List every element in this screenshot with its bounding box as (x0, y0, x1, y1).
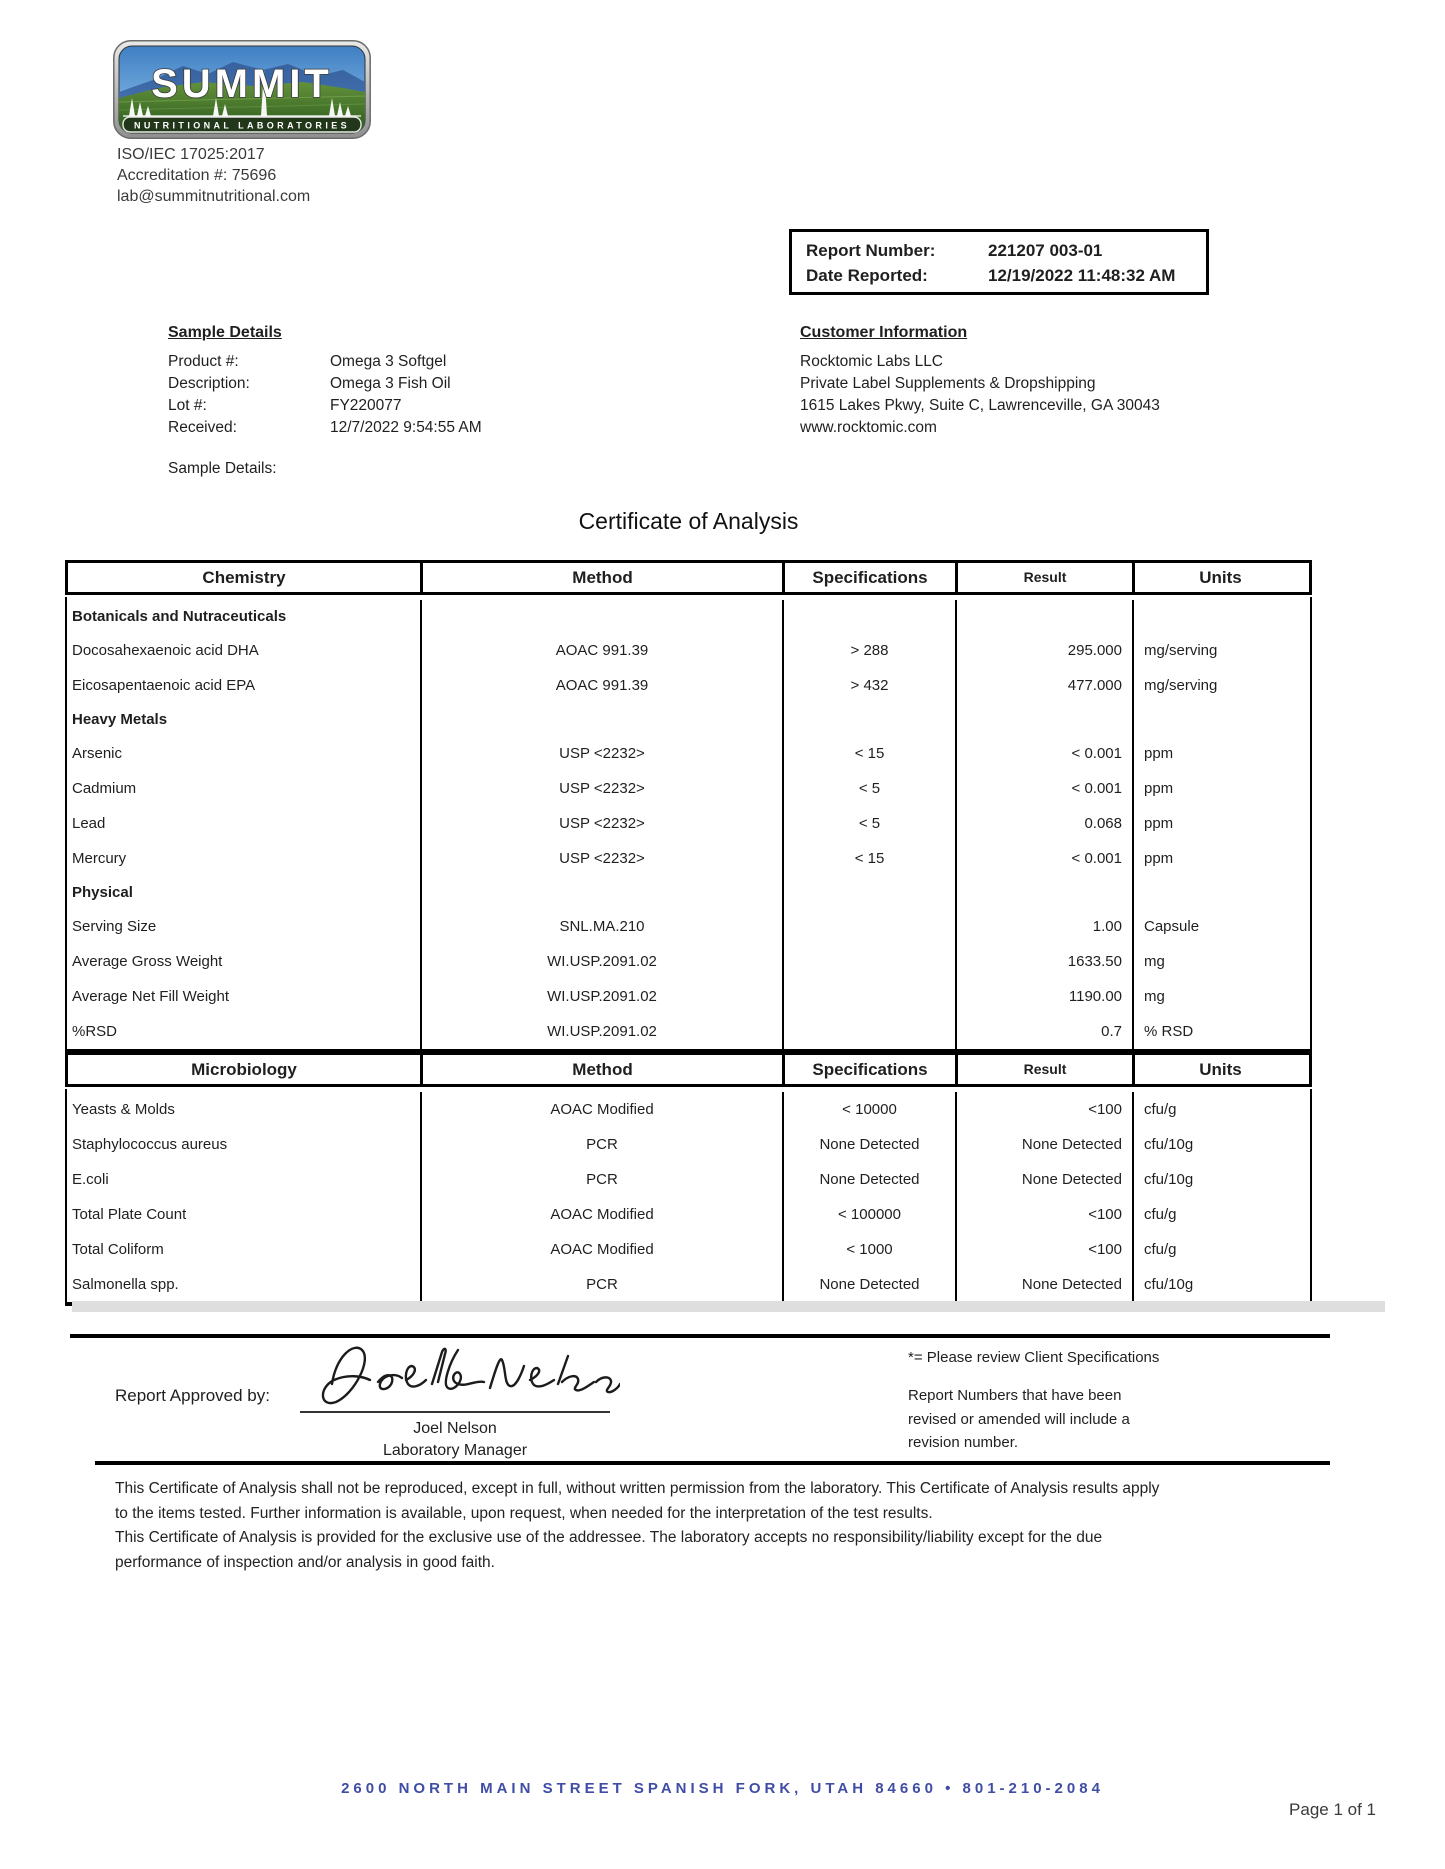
table-row (67, 1267, 1310, 1302)
customer-information-lines (800, 351, 1160, 439)
cell-spec: < 15 (782, 841, 955, 876)
cell-units: mg (1132, 979, 1306, 1014)
col-header-method: Method (423, 1055, 785, 1084)
cell-method: AOAC 991.39 (420, 633, 782, 668)
signer-name: Joel Nelson (413, 1420, 497, 1437)
cell-method (420, 703, 782, 736)
disclaimer-line: performance of inspection and/or analysis in good faith. (115, 1553, 495, 1571)
cell-result: 0.7 (955, 1014, 1132, 1049)
cell-result: < 0.001 (955, 771, 1132, 806)
cell-units: cfu/10g (1132, 1267, 1306, 1302)
chemistry-table-body (65, 597, 1312, 1053)
sample-details-extra-label: Sample Details: (168, 460, 277, 477)
cell-method: USP <2232> (420, 806, 782, 841)
cell-spec: None Detected (782, 1267, 955, 1302)
cell-result (955, 703, 1132, 736)
cell-name: Serving Size (72, 918, 157, 935)
cell-method: USP <2232> (420, 736, 782, 771)
cell-name: Total Coliform (72, 1241, 164, 1258)
cell-units: cfu/g (1132, 1092, 1306, 1127)
signature-underline (300, 1411, 610, 1413)
revision-note-line: revision number. (908, 1434, 1019, 1451)
disclaimer-line: to the items tested. Further information is available, upon request, when needed for the interpretation of the test results. (115, 1504, 933, 1522)
signer-title: Laboratory Manager (382, 1442, 528, 1459)
sample-details-heading: Sample Details (168, 324, 282, 341)
cell-name: Staphylococcus aureus (72, 1136, 228, 1153)
date-reported-row (806, 263, 1206, 288)
revision-note (908, 1384, 1130, 1455)
cell-result: None Detected (955, 1162, 1132, 1197)
table-row (67, 841, 1310, 876)
cell-result: None Detected (955, 1267, 1132, 1302)
date-reported-value: 12/19/2022 11:48:32 AM (988, 266, 1176, 285)
cell-spec (782, 979, 955, 1014)
table-row (67, 1232, 1310, 1267)
cell-method: AOAC Modified (420, 1092, 782, 1127)
col-header-units: Units (1199, 568, 1242, 587)
cell-units: % RSD (1132, 1014, 1306, 1049)
report-approved-by-label: Report Approved by: (115, 1386, 270, 1405)
cell-spec (782, 703, 955, 736)
chemistry-table-header (65, 560, 1312, 595)
logo-title-text: SUMMIT (151, 62, 333, 106)
report-number-label: Report Number: (806, 241, 936, 260)
col-header-specifications: Specifications (785, 563, 958, 592)
cell-name: Yeasts & Molds (72, 1101, 175, 1118)
cell-result: <100 (955, 1232, 1132, 1267)
col-header-microbiology: Microbiology (68, 1055, 423, 1084)
horizontal-rule-bottom (95, 1461, 1330, 1465)
cell-units: ppm (1132, 806, 1306, 841)
field-value: FY220077 (330, 397, 402, 414)
cell-name: Eicosapentaenoic acid EPA (72, 677, 256, 694)
revision-note-line: Report Numbers that have been (908, 1387, 1122, 1404)
sample-field-row (168, 417, 482, 439)
sample-field-row (168, 373, 482, 395)
page-title: Certificate of Analysis (578, 508, 799, 534)
cell-spec (782, 944, 955, 979)
cell-name: %RSD (72, 1023, 118, 1040)
field-label: Description: (168, 375, 250, 392)
cell-method: WI.USP.2091.02 (420, 944, 782, 979)
col-header-specifications: Specifications (785, 1055, 958, 1084)
cell-method: WI.USP.2091.02 (420, 979, 782, 1014)
table-row (67, 1014, 1310, 1049)
cell-spec: None Detected (782, 1162, 955, 1197)
cell-spec: > 432 (782, 668, 955, 703)
col-header-units: Units (1199, 1060, 1242, 1079)
field-label: Received: (168, 419, 237, 436)
table-row (67, 1162, 1310, 1197)
cell-method: PCR (420, 1162, 782, 1197)
cell-result: < 0.001 (955, 736, 1132, 771)
table-row (67, 909, 1310, 944)
cell-spec: < 15 (782, 736, 955, 771)
table-row (67, 1127, 1310, 1162)
cell-name: Cadmium (72, 780, 137, 797)
cell-spec (782, 600, 955, 633)
col-header-result: Result (958, 1055, 1135, 1084)
table-row (67, 944, 1310, 979)
cell-method: USP <2232> (420, 841, 782, 876)
microbiology-table-body (65, 1089, 1312, 1306)
cell-name: Physical (72, 884, 133, 901)
cell-method: AOAC Modified (420, 1232, 782, 1267)
iso-accreditation-line: ISO/IEC 17025:2017 (117, 146, 265, 163)
col-header-chemistry: Chemistry (68, 563, 423, 592)
customer-information-heading: Customer Information (800, 324, 968, 341)
cell-spec: < 10000 (782, 1092, 955, 1127)
cell-spec (782, 876, 955, 909)
logo-subtitle-text: NUTRITIONAL LABORATORIES (133, 120, 351, 131)
customer-address: 1615 Lakes Pkwy, Suite C, Lawrenceville, GA 30043 (800, 397, 1160, 414)
cell-name: Average Net Fill Weight (72, 988, 230, 1005)
cell-units: ppm (1132, 771, 1306, 806)
cell-units (1132, 703, 1306, 736)
disclaimer-paragraph (115, 1477, 1325, 1575)
field-value: 12/7/2022 9:54:55 AM (330, 419, 482, 436)
cell-units: cfu/g (1132, 1197, 1306, 1232)
cell-method (420, 600, 782, 633)
table-row (67, 806, 1310, 841)
field-value: Omega 3 Softgel (330, 353, 447, 370)
cell-units (1132, 876, 1306, 909)
cell-result (955, 600, 1132, 633)
cell-method: PCR (420, 1127, 782, 1162)
cell-method: USP <2232> (420, 771, 782, 806)
cell-units: mg/serving (1132, 668, 1306, 703)
cell-spec: < 5 (782, 806, 955, 841)
cell-method (420, 876, 782, 909)
cell-method: AOAC 991.39 (420, 668, 782, 703)
cell-spec (782, 909, 955, 944)
cell-result: 1190.00 (955, 979, 1132, 1014)
cell-result: <100 (955, 1092, 1132, 1127)
horizontal-rule-top (70, 1334, 1330, 1338)
cell-spec: < 5 (782, 771, 955, 806)
table-row (67, 979, 1310, 1014)
lab-email: lab@summitnutritional.com (117, 188, 311, 205)
table-row (67, 1092, 1310, 1127)
cell-method: WI.USP.2091.02 (420, 1014, 782, 1049)
cell-name: Salmonella spp. (72, 1276, 179, 1293)
cell-result: <100 (955, 1197, 1132, 1232)
revision-note-line: revised or amended will include a (908, 1410, 1130, 1428)
cell-name: E.coli (72, 1171, 109, 1188)
disclaimer-line: This Certificate of Analysis shall not be reproduced, except in full, without written permission from the laboratory. This Certificate of Analysis results apply (115, 1480, 1160, 1497)
col-header-result: Result (958, 563, 1135, 592)
cell-units (1132, 600, 1306, 633)
cell-result: < 0.001 (955, 841, 1132, 876)
sample-details-fields (168, 351, 482, 439)
cell-name: Average Gross Weight (72, 953, 223, 970)
cell-result: 1.00 (955, 909, 1132, 944)
cell-spec: < 1000 (782, 1232, 955, 1267)
table-row (67, 736, 1310, 771)
date-reported-label: Date Reported: (806, 266, 928, 285)
table-section-row (67, 600, 1310, 633)
sample-field-row (168, 351, 482, 373)
cell-result: None Detected (955, 1127, 1132, 1162)
col-header-method: Method (423, 563, 785, 592)
cell-units: mg/serving (1132, 633, 1306, 668)
table-row (67, 633, 1310, 668)
summit-lab-logo (113, 40, 371, 144)
table-section-row (67, 876, 1310, 909)
cell-method: AOAC Modified (420, 1197, 782, 1232)
accreditation-number: Accreditation #: 75696 (117, 167, 277, 184)
cell-name: Docosahexaenoic acid DHA (72, 642, 259, 659)
cell-name: Heavy Metals (72, 711, 168, 728)
lab-street-address: 2600 NORTH MAIN STREET SPANISH FORK, UTAH 84660 • 801-210-2084 (341, 1780, 1104, 1797)
customer-description: Private Label Supplements & Dropshipping (800, 375, 1096, 392)
cell-units: cfu/10g (1132, 1162, 1306, 1197)
cell-units: ppm (1132, 841, 1306, 876)
summit-logo-image (113, 40, 371, 139)
report-info-box (789, 229, 1209, 295)
microbiology-table-header (65, 1052, 1312, 1087)
table-row (67, 1197, 1310, 1232)
cell-units: ppm (1132, 736, 1306, 771)
cell-spec: < 100000 (782, 1197, 955, 1232)
report-number-value: 221207 003-01 (988, 241, 1103, 260)
cell-name: Mercury (72, 850, 127, 867)
table-row (67, 668, 1310, 703)
cell-name: Total Plate Count (72, 1206, 187, 1223)
cell-spec: > 288 (782, 633, 955, 668)
cell-units: cfu/g (1132, 1232, 1306, 1267)
cell-result: 1633.50 (955, 944, 1132, 979)
customer-name: Rocktomic Labs LLC (800, 353, 944, 370)
cell-method: PCR (420, 1267, 782, 1302)
signature-image (290, 1336, 620, 1421)
field-label: Lot #: (168, 397, 207, 414)
customer-website: www.rocktomic.com (800, 419, 937, 436)
section-divider-band (72, 1301, 1385, 1312)
cell-name: Lead (72, 815, 106, 832)
client-specifications-note: *= Please review Client Specifications (908, 1349, 1160, 1366)
cell-name: Arsenic (72, 745, 123, 762)
cell-units: mg (1132, 944, 1306, 979)
sample-field-row (168, 395, 482, 417)
page-number: Page 1 of 1 (1289, 1800, 1376, 1819)
table-row (67, 771, 1310, 806)
cell-spec: None Detected (782, 1127, 955, 1162)
disclaimer-line: This Certificate of Analysis is provided for the exclusive use of the addressee. The laboratory accepts no responsibility/liability except for the due (115, 1529, 1103, 1546)
cell-method: SNL.MA.210 (420, 909, 782, 944)
cell-result: 295.000 (955, 633, 1132, 668)
report-number-row (806, 238, 1206, 263)
field-value: Omega 3 Fish Oil (330, 375, 451, 392)
cell-name: Botanicals and Nutraceuticals (72, 608, 287, 625)
cell-units: Capsule (1132, 909, 1306, 944)
cell-result: 0.068 (955, 806, 1132, 841)
cell-spec (782, 1014, 955, 1049)
cell-units: cfu/10g (1132, 1127, 1306, 1162)
cell-result (955, 876, 1132, 909)
table-section-row (67, 703, 1310, 736)
cell-result: 477.000 (955, 668, 1132, 703)
field-label: Product #: (168, 353, 239, 370)
